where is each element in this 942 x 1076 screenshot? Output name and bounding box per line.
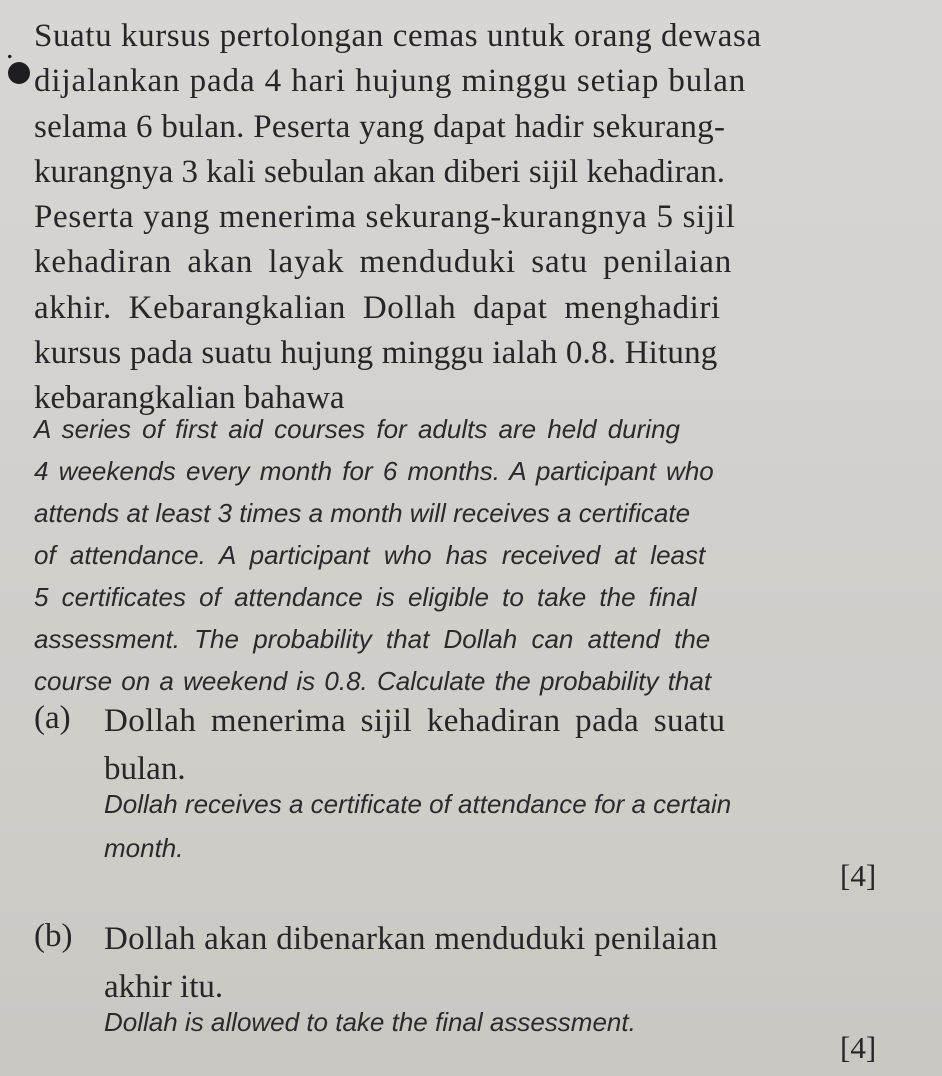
part-a-marks: [4] bbox=[840, 858, 877, 893]
stem-english-line: assessment. The probability that Dollah can attend the bbox=[34, 624, 711, 654]
stem-english-line: of attendance. A participant who has received at least bbox=[34, 540, 706, 570]
question-bullet: . bbox=[6, 32, 14, 65]
stem-english-line: 5 certificates of attendance is eligible to take the final bbox=[34, 582, 697, 612]
stem-malay-line: kurangnya 3 kali sebulan akan diberi sijil kehadiran. bbox=[34, 153, 725, 190]
question-stem-english bbox=[34, 408, 914, 702]
question-number-dot bbox=[8, 62, 30, 84]
part-a-english-line: month. bbox=[104, 833, 184, 863]
stem-malay-line: akhir. Kebarangkalian Dollah dapat menghadiri bbox=[34, 289, 721, 326]
part-a-label: (a) bbox=[34, 700, 71, 736]
stem-english-line: A series of first aid courses for adults are held during bbox=[34, 414, 680, 444]
part-b-malay-line: Dollah akan dibenarkan menduduki penilaian bbox=[104, 921, 718, 957]
part-a-english-line: Dollah receives a certificate of attendance for a certain bbox=[104, 789, 732, 819]
part-b-label: (b) bbox=[34, 918, 73, 954]
stem-english-line: course on a weekend is 0.8. Calculate the probability that bbox=[34, 666, 712, 696]
part-b-english-line: Dollah is allowed to take the final assessment. bbox=[104, 1007, 636, 1037]
stem-malay-line: kursus pada suatu hujung minggu ialah 0.8. Hitung bbox=[34, 335, 718, 372]
part-b-malay-line: akhir itu. bbox=[104, 969, 224, 1005]
stem-malay-line: kehadiran akan layak menduduki satu penilaian bbox=[34, 244, 733, 281]
part-b-malay bbox=[104, 915, 718, 1011]
stem-malay-line: Suatu kursus pertolongan cemas untuk orang dewasa bbox=[34, 18, 762, 54]
part-a-malay-line: bulan. bbox=[104, 751, 186, 787]
stem-malay-line: kebarangkalian bahawa bbox=[34, 380, 345, 417]
question-stem-malay bbox=[34, 14, 914, 422]
stem-english-line: 4 weekends every month for 6 months. A participant who bbox=[34, 456, 714, 486]
part-b-english bbox=[104, 1000, 636, 1044]
stem-malay-line: dijalankan pada 4 hari hujung minggu setiap bulan bbox=[34, 63, 747, 100]
stem-malay-line: selama 6 bulan. Peserta yang dapat hadir sekurang- bbox=[34, 108, 726, 145]
part-b-marks: [4] bbox=[840, 1030, 877, 1065]
part-a-malay-line: Dollah menerima sijil kehadiran pada suatu bbox=[104, 703, 726, 739]
stem-english-line: attends at least 3 times a month will receives a certificate bbox=[34, 498, 691, 528]
part-a-english bbox=[104, 782, 731, 870]
stem-malay-line: Peserta yang menerima sekurang-kurangnya 5 sijil bbox=[34, 199, 736, 236]
part-a-malay bbox=[104, 697, 725, 793]
